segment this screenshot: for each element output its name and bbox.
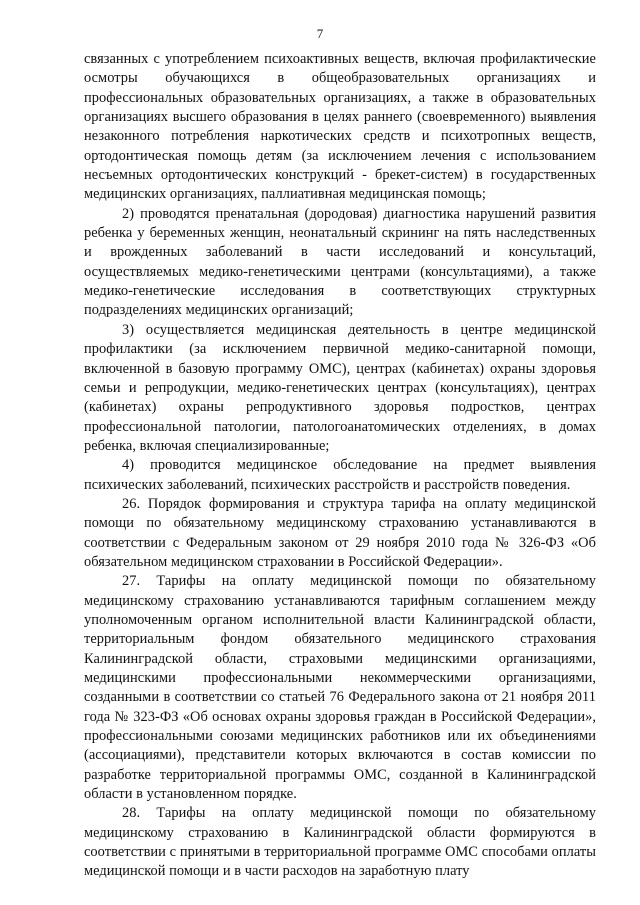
page-number: 7 [316, 26, 324, 41]
paragraph-item-4: 4) проводится медицинское обследование на предмет выявления психических заболеваний, психических расстройств и расстройств поведения. [84, 457, 596, 493]
paragraph-27: 27. Тарифы на оплату медицинской помощи по обязательному медицинскому страхованию устанавливаются тарифным соглашением между уполномоченным органом исполнительной власти Калининградской области, территориальным фондом обязательного медицинского страхования Калининградской области, страховыми медицинскими организациями, медицинскими профессиональными некоммерческими организациями, созданными в соответствии со статьей 76 Федерального закона от 21 ноября 2011 года № 323-ФЗ «Об основах охраны здоровья граждан в Российской Федерации», профессиональными союзами медицинских работников или их объединениями (ассоциациями), представители которых включаются в состав комиссии по разработке территориальной программы ОМС, созданной в Калининградской области в установленном порядке. [84, 573, 596, 803]
document-body [84, 50, 596, 882]
paragraph-continuation: связанных с употреблением психоактивных веществ, включая профилактические осмотры обучающихся в общеобразовательных организациях и профессиональных образовательных организациях, а также в образовательных организациях высшего образования в целях раннего (своевременного) выявления незаконного потребления наркотических средств и психотропных веществ, ортодонтическая помощь детям (за исключением лечения с использованием несъемных ортодонтических конструкций - брекет-систем) в государственных медицинских организациях, паллиативная медицинская помощь; [84, 51, 596, 203]
paragraph-item-2: 2) проводятся пренатальная (дородовая) диагностика нарушений развития ребенка у беременных женщин, неонатальный скрининг на пять наследственных и врожденных заболеваний в части исследований и консультаций, осуществляемых медико-генетическими центрами (консультациями), а также медико-генетические исследования в соответствующих структурных подразделениях медицинских организаций; [84, 205, 596, 319]
paragraph-item-3: 3) осуществляется медицинская деятельность в центре медицинской профилактики (за исключением первичной медико-санитарной помощи, включенной в базовую программу ОМС), центрах (кабинетах) охраны здоровья семьи и репродукции, медико-генетических центрах (консультациях), центрах (кабинетах) охраны репродуктивного здоровья подростков, центрах профессиональной патологии, патологоанатомических отделениях, в домах ребенка, включая специализированные; [84, 321, 596, 454]
paragraph-26: 26. Порядок формирования и структура тарифа на оплату медицинской помощи по обязательному медицинскому страхованию устанавливаются в соответствии с Федеральным законом от 29 ноября 2010 года № 326-ФЗ «Об обязательном медицинском страховании в Российской Федерации». [84, 495, 596, 570]
paragraph-28: 28. Тарифы на оплату медицинской помощи по обязательному медицинскому страхованию в Калининградской области формируются в соответствии с принятыми в территориальной программе ОМС способами оплаты медицинской помощи и в части расходов на заработную плату [84, 805, 596, 880]
